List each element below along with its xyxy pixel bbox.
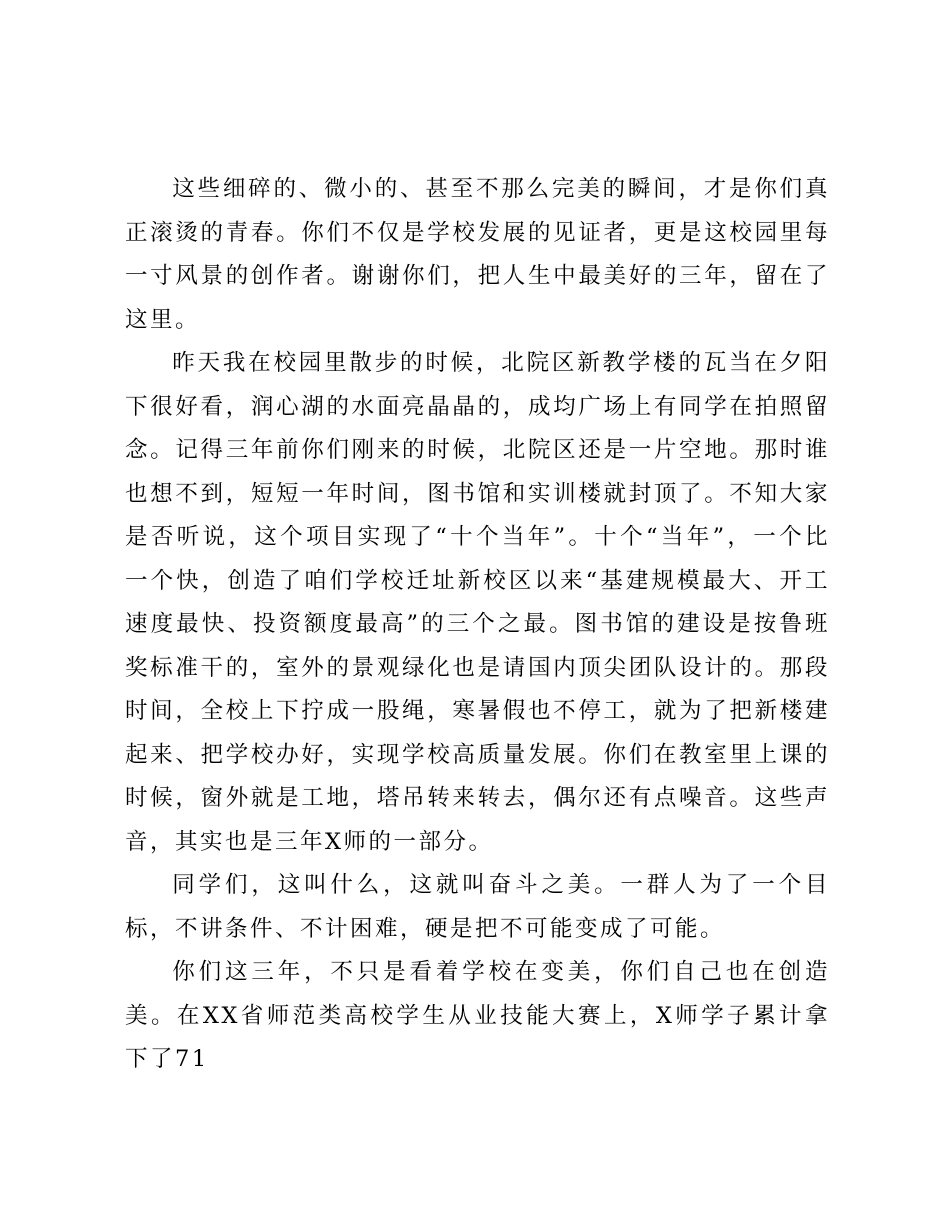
paragraph-4: 你们这三年，不只是看着学校在变美，你们自己也在创造美。在XX省师范类高校学生从业技能大赛上，X师学子累计拿下了71 xyxy=(125,959,830,1072)
document-body xyxy=(125,168,830,1082)
paragraph-2: 昨天我在校园里散步的时候，北院区新教学楼的瓦当在夕阳下很好看，润心湖的水面亮晶晶的，成均广场上有同学在拍照留念。记得三年前你们刚来的时候，北院区还是一片空地。那时谁也想不到，短短一年时间，图书馆和实训楼就封顶了。不知大家是否听说，这个项目实现了“十个当年”。十个“当年”，一个比一个快，创造了咱们学校迁址新校区以来“基建规模最大、开工速度最快、投资额度最高”的三个之最。图书馆的建设是按鲁班奖标准干的，室外的景观绿化也是请国内顶尖团队设计的。那段时间，全校上下拧成一股绳，寒暑假也不停工，就为了把新楼建起来、把学校办好，实现学校高质量发展。你们在教室里上课的时候，窗外就是工地，塔吊转来转去，偶尔还有点噪音。这些声音，其实也是三年X师的一部分。 xyxy=(125,350,830,855)
paragraph-1: 这些细碎的、微小的、甚至不那么完美的瞬间，才是你们真正滚烫的青春。你们不仅是学校发展的见证者，更是这校园里每一寸风景的创作者。谢谢你们，把人生中最美好的三年，留在了这里。 xyxy=(125,176,830,333)
paragraph-3: 同学们，这叫什么，这就叫奋斗之美。一群人为了一个目标，不讲条件、不计困难，硬是把不可能变成了可能。 xyxy=(125,872,830,942)
